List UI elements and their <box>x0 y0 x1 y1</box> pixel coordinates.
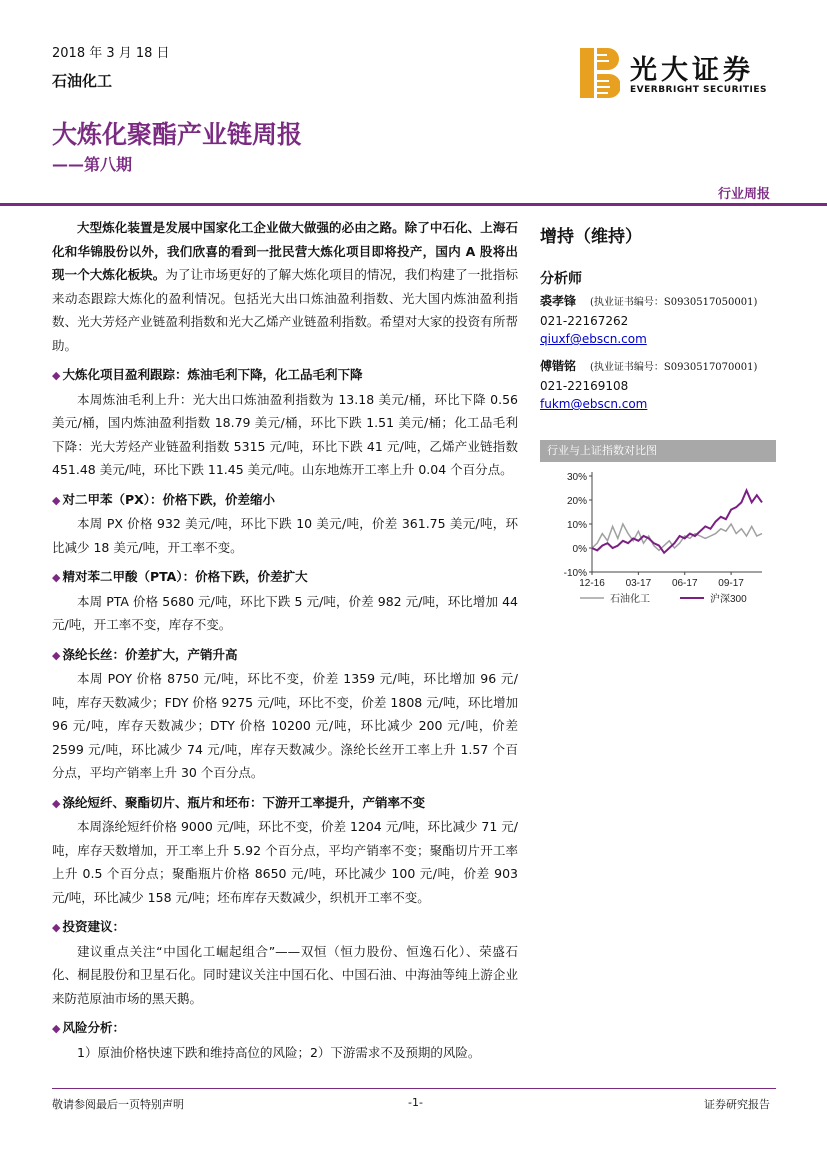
section-heading <box>52 488 518 513</box>
section-heading <box>52 363 518 388</box>
analyst-cert: (执业证书编号：S0930517050001) <box>590 297 758 308</box>
section-heading <box>52 565 518 590</box>
section-heading <box>52 643 518 668</box>
analyst-name-line <box>540 292 757 312</box>
analyst-card <box>540 357 757 413</box>
section-heading-text: 对二甲苯（PX）：价格下跌，价差缩小 <box>62 491 276 507</box>
analyst-heading: 分析师 <box>540 271 582 287</box>
x-tick-label: 03-17 <box>625 578 652 589</box>
section-body: 本周炼油毛利上升：光大出口炼油盈利指数为 13.18 美元/桶，环比下降 0.56 美元/桶，国内炼油盈利指数 18.79 美元/桶，环比下跌 1.51 美元/桶；化工品毛利下降：光大芳烃产业链盈利指数 5315 元/吨，环比下跌 41 元/吨，乙烯产业链指数 451.48 美元/吨，环比下跌 11.45 美元/吨。山东地炼开工率上升 0.04 个百分点。 <box>52 391 518 477</box>
section-heading-text: 涤纶长丝：价差扩大，产销升高 <box>62 646 238 662</box>
section-heading <box>52 1016 518 1041</box>
diamond-bullet-icon: ◆ <box>52 921 61 934</box>
x-tick-label: 12-16 <box>579 578 605 589</box>
legend-label: 沪深300 <box>710 594 747 605</box>
section-body: 本周 POY 价格 8750 元/吨，环比不变，价差 1359 元/吨，环比增加 96 元/吨，库存天数减少；FDY 价格 9275 元/吨，环比不变，价差 1808 元/吨，环比增加 96 元/吨，库存天数减少；DTY 价格 10200 元/吨，环比减少 200 元/吨，价差 2599 元/吨，环比减少 74 元/吨，库存天数减少。涤纶长丝开工率上升 1.57 个百分点，平均产销率上升 30 个百分点。 <box>52 671 518 780</box>
section-heading <box>52 791 518 816</box>
diamond-bullet-icon: ◆ <box>52 571 61 584</box>
intro-bold-text: 大型炼化装置是发展中国家化工企业做大做强的必由之路。除了中石化、上海石化和华锦股份以外，我们欣喜的看到一批民营大炼化项目即将投产，国内 A 股将出现一个大炼化板块。 <box>52 220 518 282</box>
report-date: 2018 年 3 月 18 日 <box>52 46 170 61</box>
y-tick-label: 30% <box>566 472 587 483</box>
footer-report-label: 证券研究报告 <box>704 1098 770 1111</box>
footer-disclaimer: 敬请参阅最后一页特别声明 <box>52 1098 184 1111</box>
y-tick-label: 20% <box>566 496 587 507</box>
y-tick-label: 10% <box>566 520 587 531</box>
report-subtitle: ——第八期 <box>52 155 133 174</box>
section-body: 本周 PTA 价格 5680 元/吨，环比下跌 5 元/吨，价差 982 元/吨，环比增加 44 元/吨，开工率不变，库存不变。 <box>52 593 518 632</box>
main-column <box>52 216 518 1064</box>
everbright-logo-icon <box>580 48 620 98</box>
y-tick-label: -10% <box>563 568 587 579</box>
analyst-name: 傅锴铭 <box>540 359 577 373</box>
section-heading-text: 风险分析： <box>62 1020 125 1035</box>
analyst-cert: (执业证书编号：S0930517070001) <box>590 362 758 373</box>
diamond-bullet-icon: ◆ <box>52 1022 61 1035</box>
section-heading-text: 精对苯二甲酸（PTA）：价格下跌，价差扩大 <box>62 569 308 584</box>
intro-normal-text: 为了让市场更好的了解大炼化项目的情况，我们构建了一批指标来动态跟踪大炼化的盈利情况。包括光大出口炼油盈利指数、光大国内炼油盈利指数、光大芳烃产业链盈利指数和光大乙烯产业链盈利指数。希望对大家的投资有所帮助。 <box>52 267 518 353</box>
footer-divider <box>52 1088 776 1089</box>
x-tick-label: 06-17 <box>671 578 698 589</box>
section-body: 本周 PX 价格 932 美元/吨，环比下跌 10 美元/吨，价差 361.75 美元/吨，环比减少 18 美元/吨，开工率不变。 <box>52 516 518 555</box>
report-title: 大炼化聚酯产业链周报 <box>52 120 303 149</box>
everbright-logo <box>580 48 780 100</box>
analyst-name-line <box>540 357 757 377</box>
diamond-bullet-icon: ◆ <box>52 493 61 507</box>
chart-title: 行业与上证指数对比图 <box>540 440 776 462</box>
section-heading-text: 涤纶短纤、聚酯切片、瓶片和坯布：下游开工率提升，产销率不变 <box>62 794 425 810</box>
legend-label: 石油化工 <box>610 594 650 605</box>
header-divider <box>0 203 827 206</box>
diamond-bullet-icon: ◆ <box>52 796 61 810</box>
section-heading-text: 投资建议： <box>62 919 125 934</box>
section-body: 建议重点关注“中国化工崛起组合”——双恒（恒力股份、恒逸石化）、荣盛石化、桐昆股份和卫星石化。同时建议关注中国石化、中国石油、中海油等纯上游企业来防范原油市场的黑天鹅。 <box>52 943 518 1006</box>
diamond-bullet-icon: ◆ <box>52 648 61 662</box>
analyst-email-link[interactable]: qiuxf@ebscn.com <box>540 332 647 346</box>
x-tick-label: 09-17 <box>718 578 744 589</box>
analyst-phone: 021-22167262 <box>540 314 629 328</box>
section-heading-text: 大炼化项目盈利跟踪：炼油毛利下降，化工品毛利下降 <box>62 367 363 382</box>
series-line-hs300 <box>592 490 762 552</box>
analyst-email-link[interactable]: fukm@ebscn.com <box>540 397 648 411</box>
industry-label: 石油化工 <box>52 72 113 90</box>
rating: 增持（维持） <box>540 227 642 247</box>
analyst-phone: 021-22169108 <box>540 379 629 393</box>
analyst-card <box>540 292 757 348</box>
analyst-name: 裘孝锋 <box>540 294 577 308</box>
page-number: -1- <box>408 1096 423 1109</box>
intro-paragraph <box>52 216 518 357</box>
logo-chinese-text: 光大证券 <box>630 55 754 86</box>
section-heading <box>52 915 518 940</box>
comparison-line-chart <box>540 462 776 612</box>
report-type: 行业周报 <box>718 187 771 202</box>
section-body: 本周涤纶短纤价格 9000 元/吨，环比不变，价差 1204 元/吨，环比减少 71 元/吨，库存天数增加，开工率上升 5.92 个百分点，平均产销率不变；聚酯切片开工率上升 0.5 个百分点；聚酯瓶片价格 8650 元/吨，环比减少 100 元/吨，价差 903 元/吨，环比减少 158 元/吨；坯布库存天数减少，织机开工率不变。 <box>52 819 519 905</box>
logo-english-text: EVERBRIGHT SECURITIES <box>630 85 767 95</box>
y-tick-label: 0% <box>572 544 587 555</box>
section-body: 1）原油价格快速下跌和维持高位的风险；2）下游需求不及预期的风险。 <box>77 1044 481 1060</box>
diamond-bullet-icon: ◆ <box>52 369 61 382</box>
